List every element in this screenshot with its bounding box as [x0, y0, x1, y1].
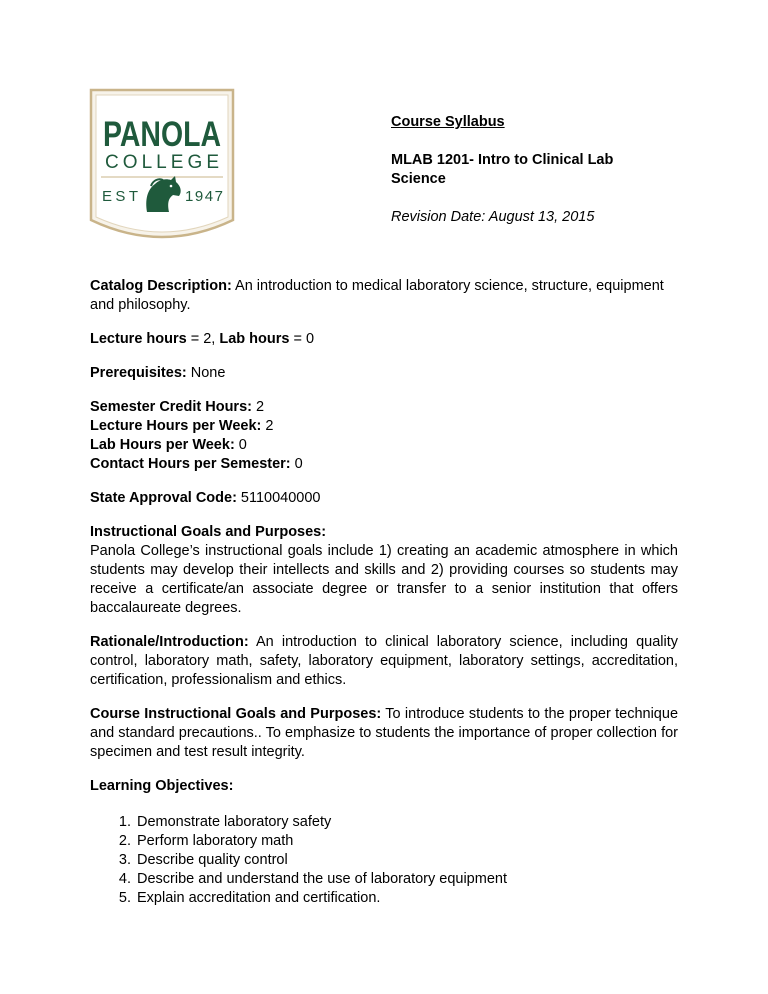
syllabus-title: Course Syllabus: [391, 114, 505, 130]
list-item: 3. Describe quality control: [135, 851, 678, 870]
lab-hours-per-week: [90, 436, 678, 455]
lab-week-value: 0: [234, 437, 247, 453]
logo-year: 1947: [185, 188, 223, 205]
lab-week-label: Lab Hours per Week:: [90, 437, 235, 453]
list-item: 1. Demonstrate laboratory safety: [135, 813, 678, 832]
lecture-hours-label: Lecture hours: [90, 331, 187, 347]
course-instructional-goals: [90, 705, 678, 762]
semester-credit-hours: [90, 398, 678, 417]
credit-hours-block: [90, 398, 678, 474]
lecture-week-value: 2: [261, 418, 274, 434]
learning-objectives-list: [90, 813, 678, 908]
course-title-line1: MLAB 1201- Intro to Clinical Lab: [391, 152, 614, 168]
instructional-goals-text: Panola College’s instructional goals include 1) creating an academic atmosphere in which students may develop their intellects and skills and 2) providing courses so students may receive a certificate/an associate degree or transfer to a senior institution that offers baccalaureate degrees.: [90, 543, 678, 616]
list-item: 5. Explain accreditation and certification.: [135, 889, 678, 908]
syllabus-body: [90, 277, 678, 908]
lecture-week-label: Lecture Hours per Week:: [90, 418, 262, 434]
contact-label: Contact Hours per Semester:: [90, 456, 291, 472]
instructional-goals: [90, 523, 678, 618]
prerequisites: [90, 364, 678, 383]
course-goals-text: To introduce students to the proper technique and standard precautions.. To emphasize to students the importance of proper collection for specimen and test result integrity.: [90, 706, 679, 760]
syllabus-header: [391, 113, 691, 227]
state-approval-code: [90, 489, 678, 508]
lecture-hours-value: = 2,: [186, 331, 220, 347]
lab-hours-label: Lab hours: [219, 331, 290, 347]
catalog-description: [90, 277, 678, 315]
semester-credit-label: Semester Credit Hours:: [90, 399, 252, 415]
hours-line: [90, 330, 678, 349]
semester-credit-value: 2: [251, 399, 265, 415]
catalog-label: Catalog Description:: [90, 278, 232, 294]
approval-label: State Approval Code:: [90, 490, 237, 506]
panola-college-logo: [89, 88, 235, 246]
rationale-text: An introduction to clinical laboratory science, including quality control, laboratory math, safety, laboratory equipment, laboratory settings, accreditation, certification, professionalism and ethics.: [90, 634, 678, 688]
lecture-hours-per-week: [90, 417, 678, 436]
course-title: [391, 151, 691, 189]
revision-date: Revision Date: August 13, 2015: [391, 209, 595, 225]
prerequisites-value: None: [186, 365, 226, 381]
catalog-text: An introduction to medical laboratory science, structure, equipment and philosophy.: [90, 278, 664, 313]
logo-line2: COLLEGE: [105, 152, 219, 173]
logo-est: EST: [102, 188, 138, 205]
learning-objectives-label: Learning Objectives:: [90, 778, 234, 794]
contact-hours-per-semester: [90, 455, 678, 474]
list-item: 2. Perform laboratory math: [135, 832, 678, 851]
course-title-line2: Science: [391, 171, 446, 187]
list-item: 4. Describe and understand the use of laboratory equipment: [135, 870, 678, 889]
rationale-label: Rationale/Introduction:: [90, 634, 249, 650]
instructional-goals-label: Instructional Goals and Purposes:: [90, 524, 327, 540]
course-goals-label: Course Instructional Goals and Purposes:: [90, 706, 382, 722]
rationale: [90, 633, 678, 690]
lab-hours-value: = 0: [289, 331, 315, 347]
contact-value: 0: [290, 456, 303, 472]
prerequisites-label: Prerequisites:: [90, 365, 187, 381]
approval-value: 5110040000: [236, 490, 321, 506]
logo-line1: PANOLA: [103, 115, 221, 154]
